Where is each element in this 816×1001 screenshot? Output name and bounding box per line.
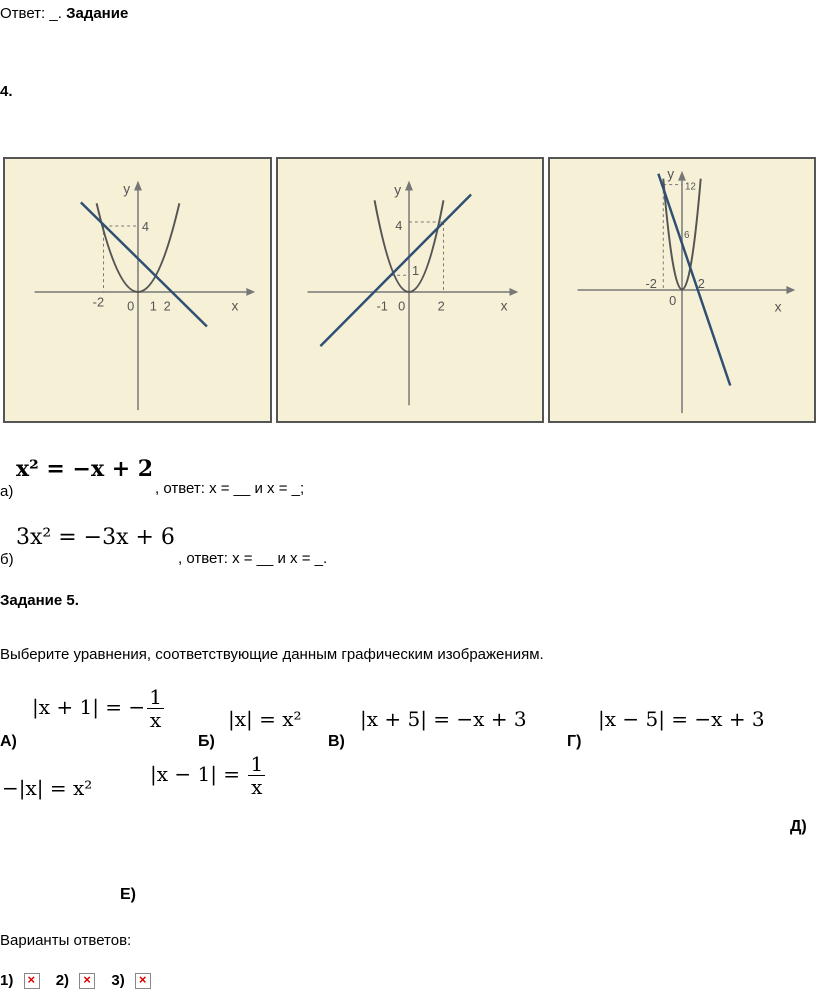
equation-c: |x + 5| = −x + 3 <box>360 707 527 731</box>
task4-b-answer: , ответ: х = __ и х = _. <box>178 550 328 567</box>
label-f: Е) <box>120 886 136 903</box>
option-2-image-icon[interactable] <box>79 973 95 989</box>
task4-a-label: а) <box>0 483 14 500</box>
option-1-image-icon[interactable] <box>24 973 40 989</box>
answers-title: Варианты ответов: <box>0 932 132 949</box>
graph-1-x-label: x <box>231 298 239 314</box>
option-1-label: 1) <box>0 972 14 989</box>
equation-f-left: |x − 1| = <box>150 762 241 786</box>
graph-1-tick: 1 <box>149 298 157 314</box>
answer-prefix: Ответ: _. <box>0 5 62 22</box>
equation-f-numerator: 1 <box>250 752 264 776</box>
graph-1 <box>3 157 272 423</box>
equation-a-fraction <box>147 686 164 731</box>
graph-1-tick: -2 <box>92 294 105 310</box>
equation-f-denominator: x <box>251 775 263 799</box>
equation-f <box>150 753 265 798</box>
graph-1-tick: 0 <box>127 298 135 314</box>
graph-3-tick: 6 <box>683 229 690 241</box>
equation-a-numerator: 1 <box>149 685 162 709</box>
option-2-label: 2) <box>55 972 70 989</box>
equation-a-denominator: x <box>149 708 162 732</box>
task4-b-equation: 3x² = −3x + 6 <box>16 525 175 550</box>
graph-3-tick: 12 <box>684 181 696 193</box>
label-e: Д) <box>790 818 807 835</box>
graph-2-tick: 0 <box>398 298 406 314</box>
graph-3-tick: -2 <box>645 276 657 292</box>
task5-title: Задание 5. <box>0 592 79 609</box>
graph-3-y-label: y <box>667 166 675 182</box>
graph-1-tick: 4 <box>141 218 150 234</box>
graph-3-svg <box>550 159 814 421</box>
graph-2-tick: 2 <box>437 298 445 314</box>
answer-options <box>0 972 151 989</box>
graph-2-y-label: y <box>394 182 402 198</box>
equation-f-fraction <box>248 753 265 798</box>
header-line <box>0 5 128 22</box>
graph-3 <box>548 157 816 423</box>
equation-d: |x − 5| = −x + 3 <box>598 707 765 731</box>
graph-1-tick: 2 <box>163 298 171 314</box>
option-3-label: 3) <box>111 972 125 989</box>
graph-3-tick: 0 <box>669 292 677 308</box>
task4-a-answer: , ответ: х = __ и х = _; <box>155 480 305 497</box>
graph-2-x-label: x <box>500 298 508 314</box>
graph-3-x-label: x <box>774 299 782 315</box>
task5-instruction: Выберите уравнения, соответствующие данным графическим изображениям. <box>0 646 544 663</box>
graph-2-svg <box>278 159 542 421</box>
option-3-image-icon[interactable] <box>135 973 151 989</box>
graph-1-svg <box>5 159 270 421</box>
graph-3-tick: 2 <box>697 276 705 292</box>
graph-2-tick: 4 <box>395 217 403 233</box>
task4-number: 4. <box>0 83 13 100</box>
graph-2-tick: 1 <box>411 263 420 279</box>
equation-a-left: |x + 1| = − <box>32 695 146 719</box>
label-d: Г) <box>567 733 582 750</box>
graph-2-tick: -1 <box>376 298 388 314</box>
equation-b: |x| = x² <box>228 707 302 731</box>
label-b: Б) <box>198 733 215 750</box>
graph-1-y-label: y <box>123 181 131 197</box>
task4-b-label: б) <box>0 551 14 568</box>
equation-a <box>32 686 164 731</box>
label-a: А) <box>0 733 17 750</box>
graph-2 <box>276 157 544 423</box>
equation-e: −|x| = x² <box>2 776 93 800</box>
task4-a-equation: x² = −x + 2 <box>16 456 154 482</box>
label-c: В) <box>328 733 345 750</box>
task-word: Задание <box>66 5 129 22</box>
